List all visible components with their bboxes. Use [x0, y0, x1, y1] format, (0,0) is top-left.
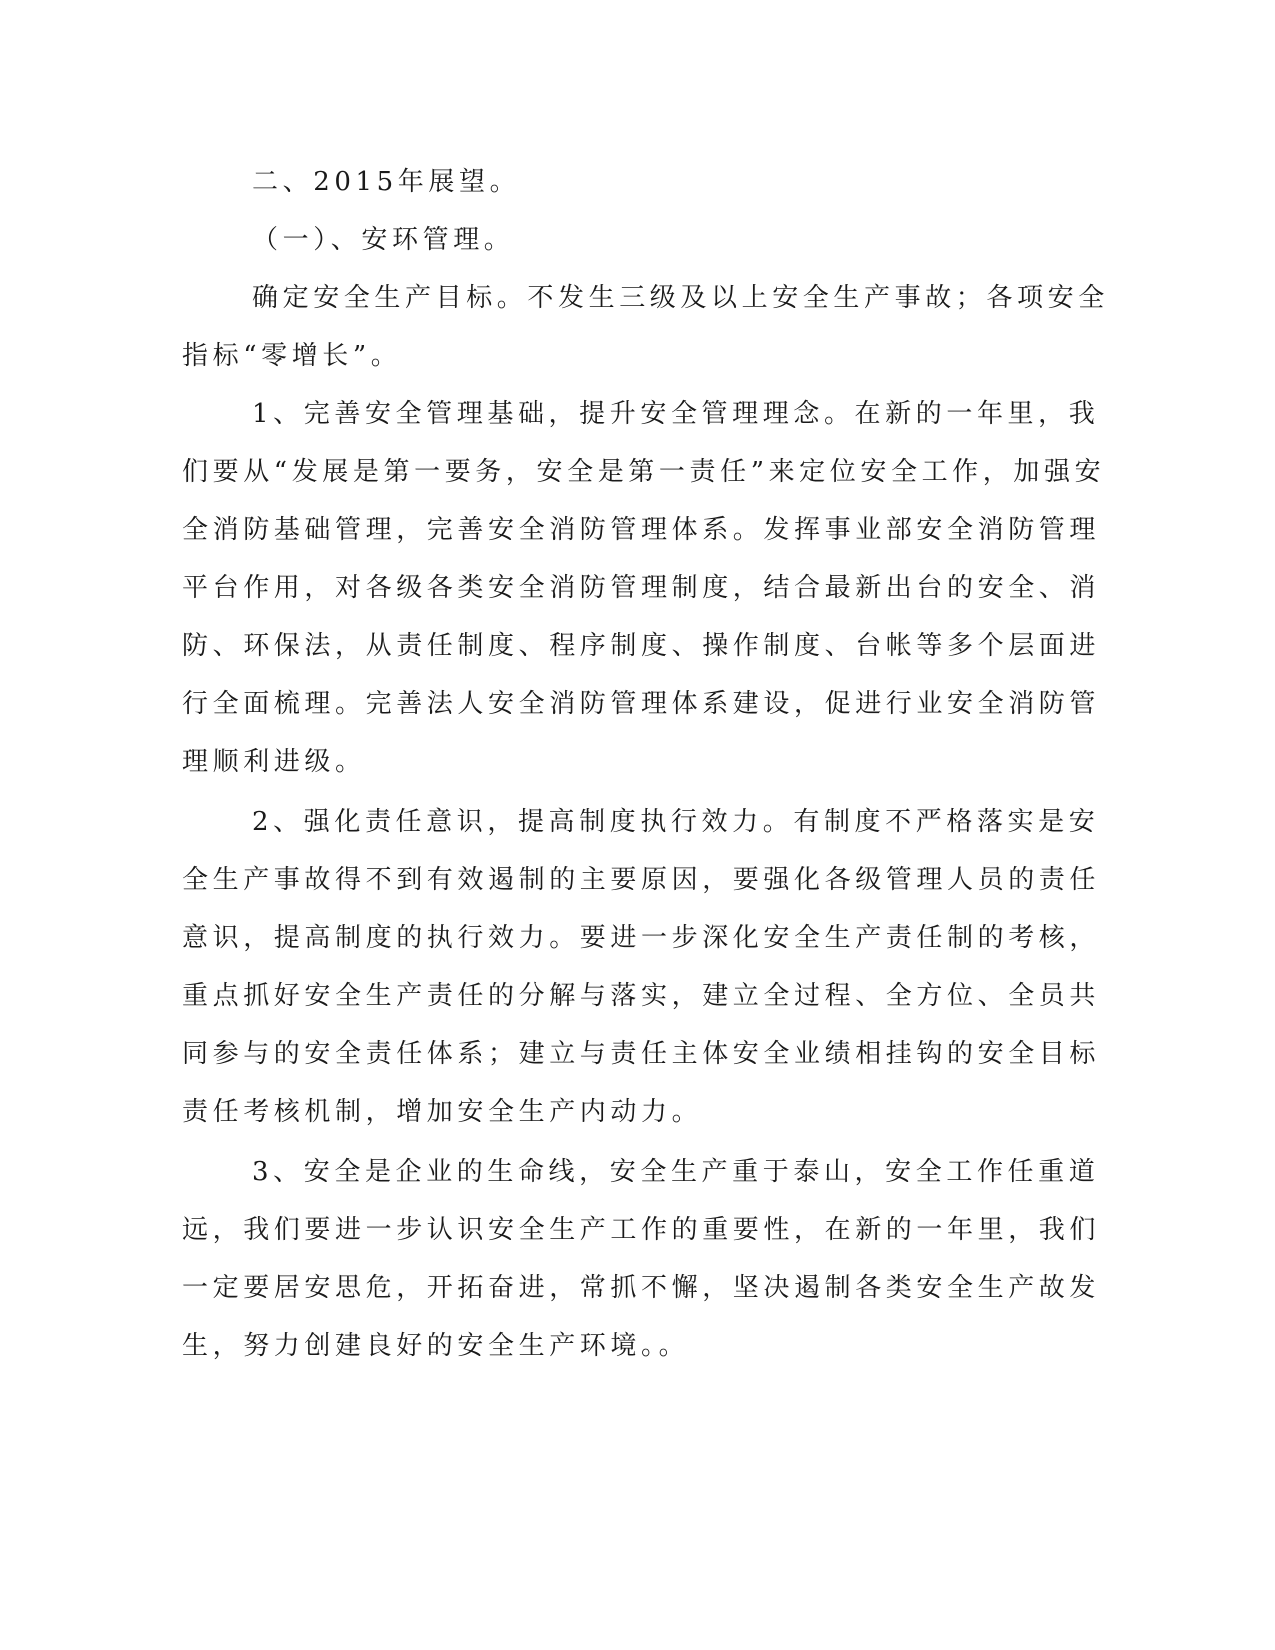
- paragraph-line: 远，我们要进一步认识安全生产工作的重要性，在新的一年里，我们: [182, 1215, 1101, 1245]
- paragraph-line: 意识，提高制度的执行效力。要进一步深化安全生产责任制的考核，: [182, 923, 1101, 953]
- paragraph-line: 3、安全是企业的生命线，安全生产重于泰山，安全工作任重道: [252, 1157, 1100, 1187]
- paragraph-line: 责任考核机制，增加安全生产内动力。: [182, 1097, 703, 1127]
- paragraph-line: 2、强化责任意识，提高制度执行效力。有制度不严格落实是安: [252, 807, 1100, 837]
- section-heading: 二、2015年展望。: [252, 167, 521, 197]
- paragraph-line: 生，努力创建良好的安全生产环境。。: [182, 1331, 690, 1361]
- paragraph-line: 一定要居安思危，开拓奋进，常抓不懈，坚决遏制各类安全生产故发: [182, 1273, 1101, 1303]
- paragraph-line: 同参与的安全责任体系；建立与责任主体安全业绩相挂钩的安全目标: [182, 1039, 1101, 1069]
- paragraph-line: 全消防基础管理，完善安全消防管理体系。发挥事业部安全消防管理: [182, 515, 1101, 545]
- paragraph-line: 们要从“发展是第一要务，安全是第一责任”来定位安全工作，加强安: [182, 457, 1106, 487]
- paragraph-line: 1、完善安全管理基础，提升安全管理理念。在新的一年里，我: [252, 399, 1100, 429]
- paragraph-line: 重点抓好安全生产责任的分解与落实，建立全过程、全方位、全员共: [182, 981, 1101, 1011]
- paragraph-line: 指标“零增长”。: [182, 341, 402, 371]
- subsection-heading: （一）、安环管理。: [252, 225, 515, 255]
- paragraph-line: 确定安全生产目标。不发生三级及以上安全生产事故；各项安全: [252, 283, 1109, 313]
- paragraph-line: 理顺利进级。: [182, 747, 366, 777]
- paragraph-line: 全生产事故得不到有效遏制的主要原因，要强化各级管理人员的责任: [182, 865, 1101, 895]
- paragraph-line: 防、环保法，从责任制度、程序制度、操作制度、台帐等多个层面进: [182, 631, 1101, 661]
- paragraph-line: 行全面梳理。完善法人安全消防管理体系建设，促进行业安全消防管: [182, 689, 1101, 719]
- paragraph-line: 平台作用，对各级各类安全消防管理制度，结合最新出台的安全、消: [182, 573, 1101, 603]
